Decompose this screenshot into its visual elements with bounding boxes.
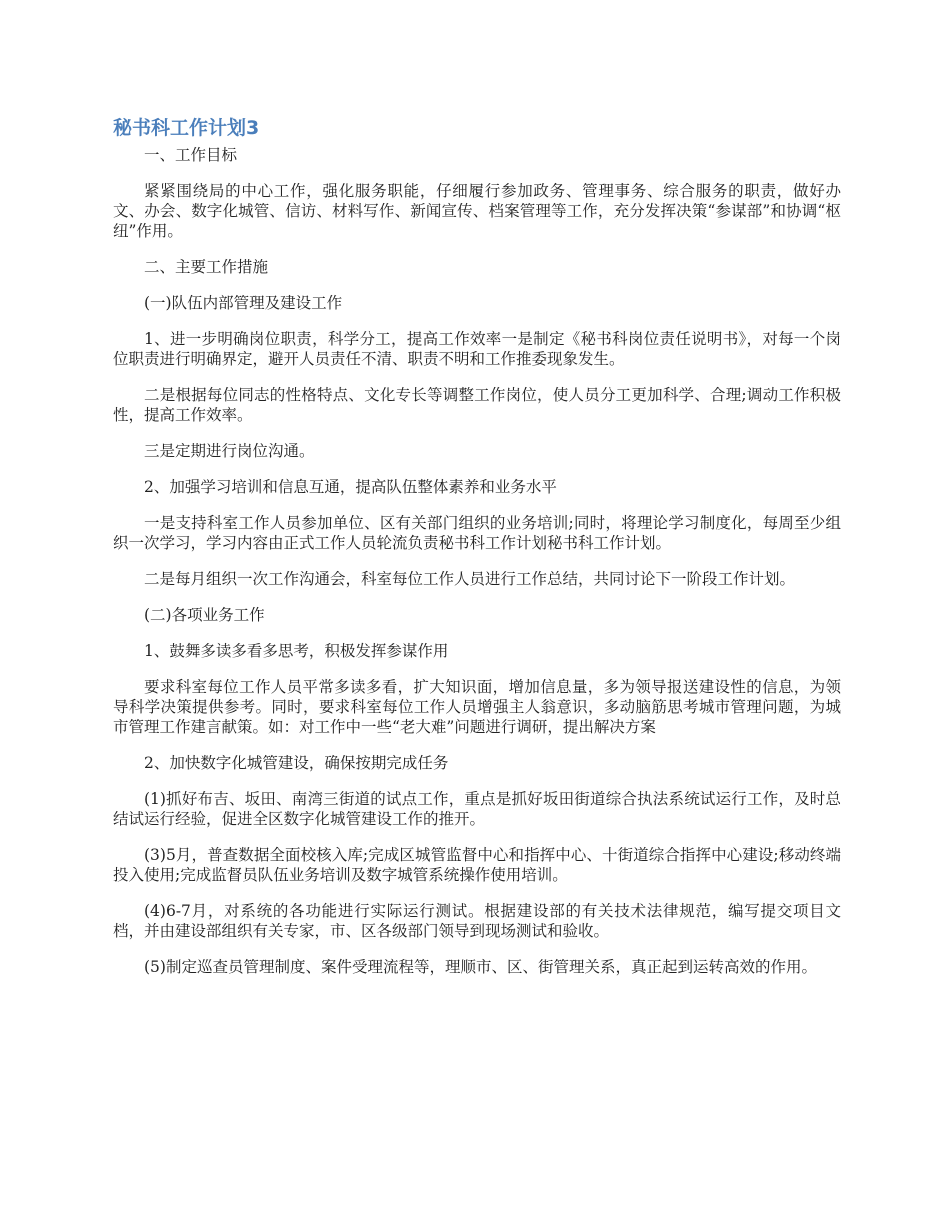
paragraph: 三是定期进行岗位沟通。 — [144, 442, 315, 460]
paragraph: 要求科室每位工作人员平常多读多看，扩大知识面，增加信息量，多为领导报送建设性的信息，为领导科学决策提供参考。同时，要求科室每位工作人员增强主人翁意识，多动脑筋思考城市管理问题，为城市管理工作建言献策。如：对工作中一些“老大难”问题进行调研，提出解决方案 — [113, 678, 841, 736]
paragraph: 二是根据每位同志的性格特点、文化专长等调整工作岗位，使人员分工更加科学、合理;调动工作积极性，提高工作效率。 — [113, 386, 841, 424]
paragraph: (4)6-7月，对系统的各功能进行实际运行测试。根据建设部的有关技术法律规范，编写提交项目文档，并由建设部组织有关专家，市、区各级部门领导到现场测试和验收。 — [113, 902, 841, 940]
subsection-heading-team: (一)队伍内部管理及建设工作 — [144, 294, 343, 312]
paragraph: 紧紧围绕局的中心工作，强化服务职能，仔细履行参加政务、管理事务、综合服务的职责，做好办文、办会、数字化城管、信访、材料写作、新闻宣传、档案管理等工作，充分发挥决策“参谋部”和协调“枢纽”作用。 — [113, 182, 841, 240]
paragraph: 一是支持科室工作人员参加单位、区有关部门组织的业务培训;同时，将理论学习制度化，每周至少组织一次学习，学习内容由正式工作人员轮流负责秘书科工作计划秘书科工作计划。 — [113, 514, 841, 552]
item-heading: 2、加快数字化城管建设，确保按期完成任务 — [144, 754, 449, 772]
subsection-heading-business: (二)各项业务工作 — [144, 606, 265, 624]
section-heading-measures: 二、主要工作措施 — [144, 258, 269, 276]
paragraph: (3)5月，普查数据全面校核入库;完成区城管监督中心和指挥中心、十街道综合指挥中心建设;移动终端投入使用;完成监督员队伍业务培训及数字城管系统操作使用培训。 — [113, 846, 841, 884]
paragraph: 1、进一步明确岗位职责，科学分工，提高工作效率一是制定《秘书科岗位责任说明书》，对每一个岗位职责进行明确界定，避开人员责任不清、职责不明和工作推委现象发生。 — [113, 330, 841, 368]
section-heading-goals: 一、工作目标 — [144, 146, 238, 164]
document-title: 秘书科工作计划3 — [113, 117, 260, 139]
paragraph: (1)抓好布吉、坂田、南湾三街道的试点工作，重点是抓好坂田街道综合执法系统试运行工作，及时总结试运行经验，促进全区数字化城管建设工作的推开。 — [113, 790, 841, 828]
item-heading: 1、鼓舞多读多看多思考，积极发挥参谋作用 — [144, 642, 449, 660]
paragraph: 二是每月组织一次工作沟通会，科室每位工作人员进行工作总结，共同讨论下一阶段工作计划。 — [144, 570, 796, 588]
document-body — [113, 145, 841, 993]
item-heading: 2、加强学习培训和信息互通，提高队伍整体素养和业务水平 — [144, 478, 557, 496]
paragraph: (5)制定巡查员管理制度、案件受理流程等，理顺市、区、街管理关系，真正起到运转高效的作用。 — [144, 958, 817, 976]
